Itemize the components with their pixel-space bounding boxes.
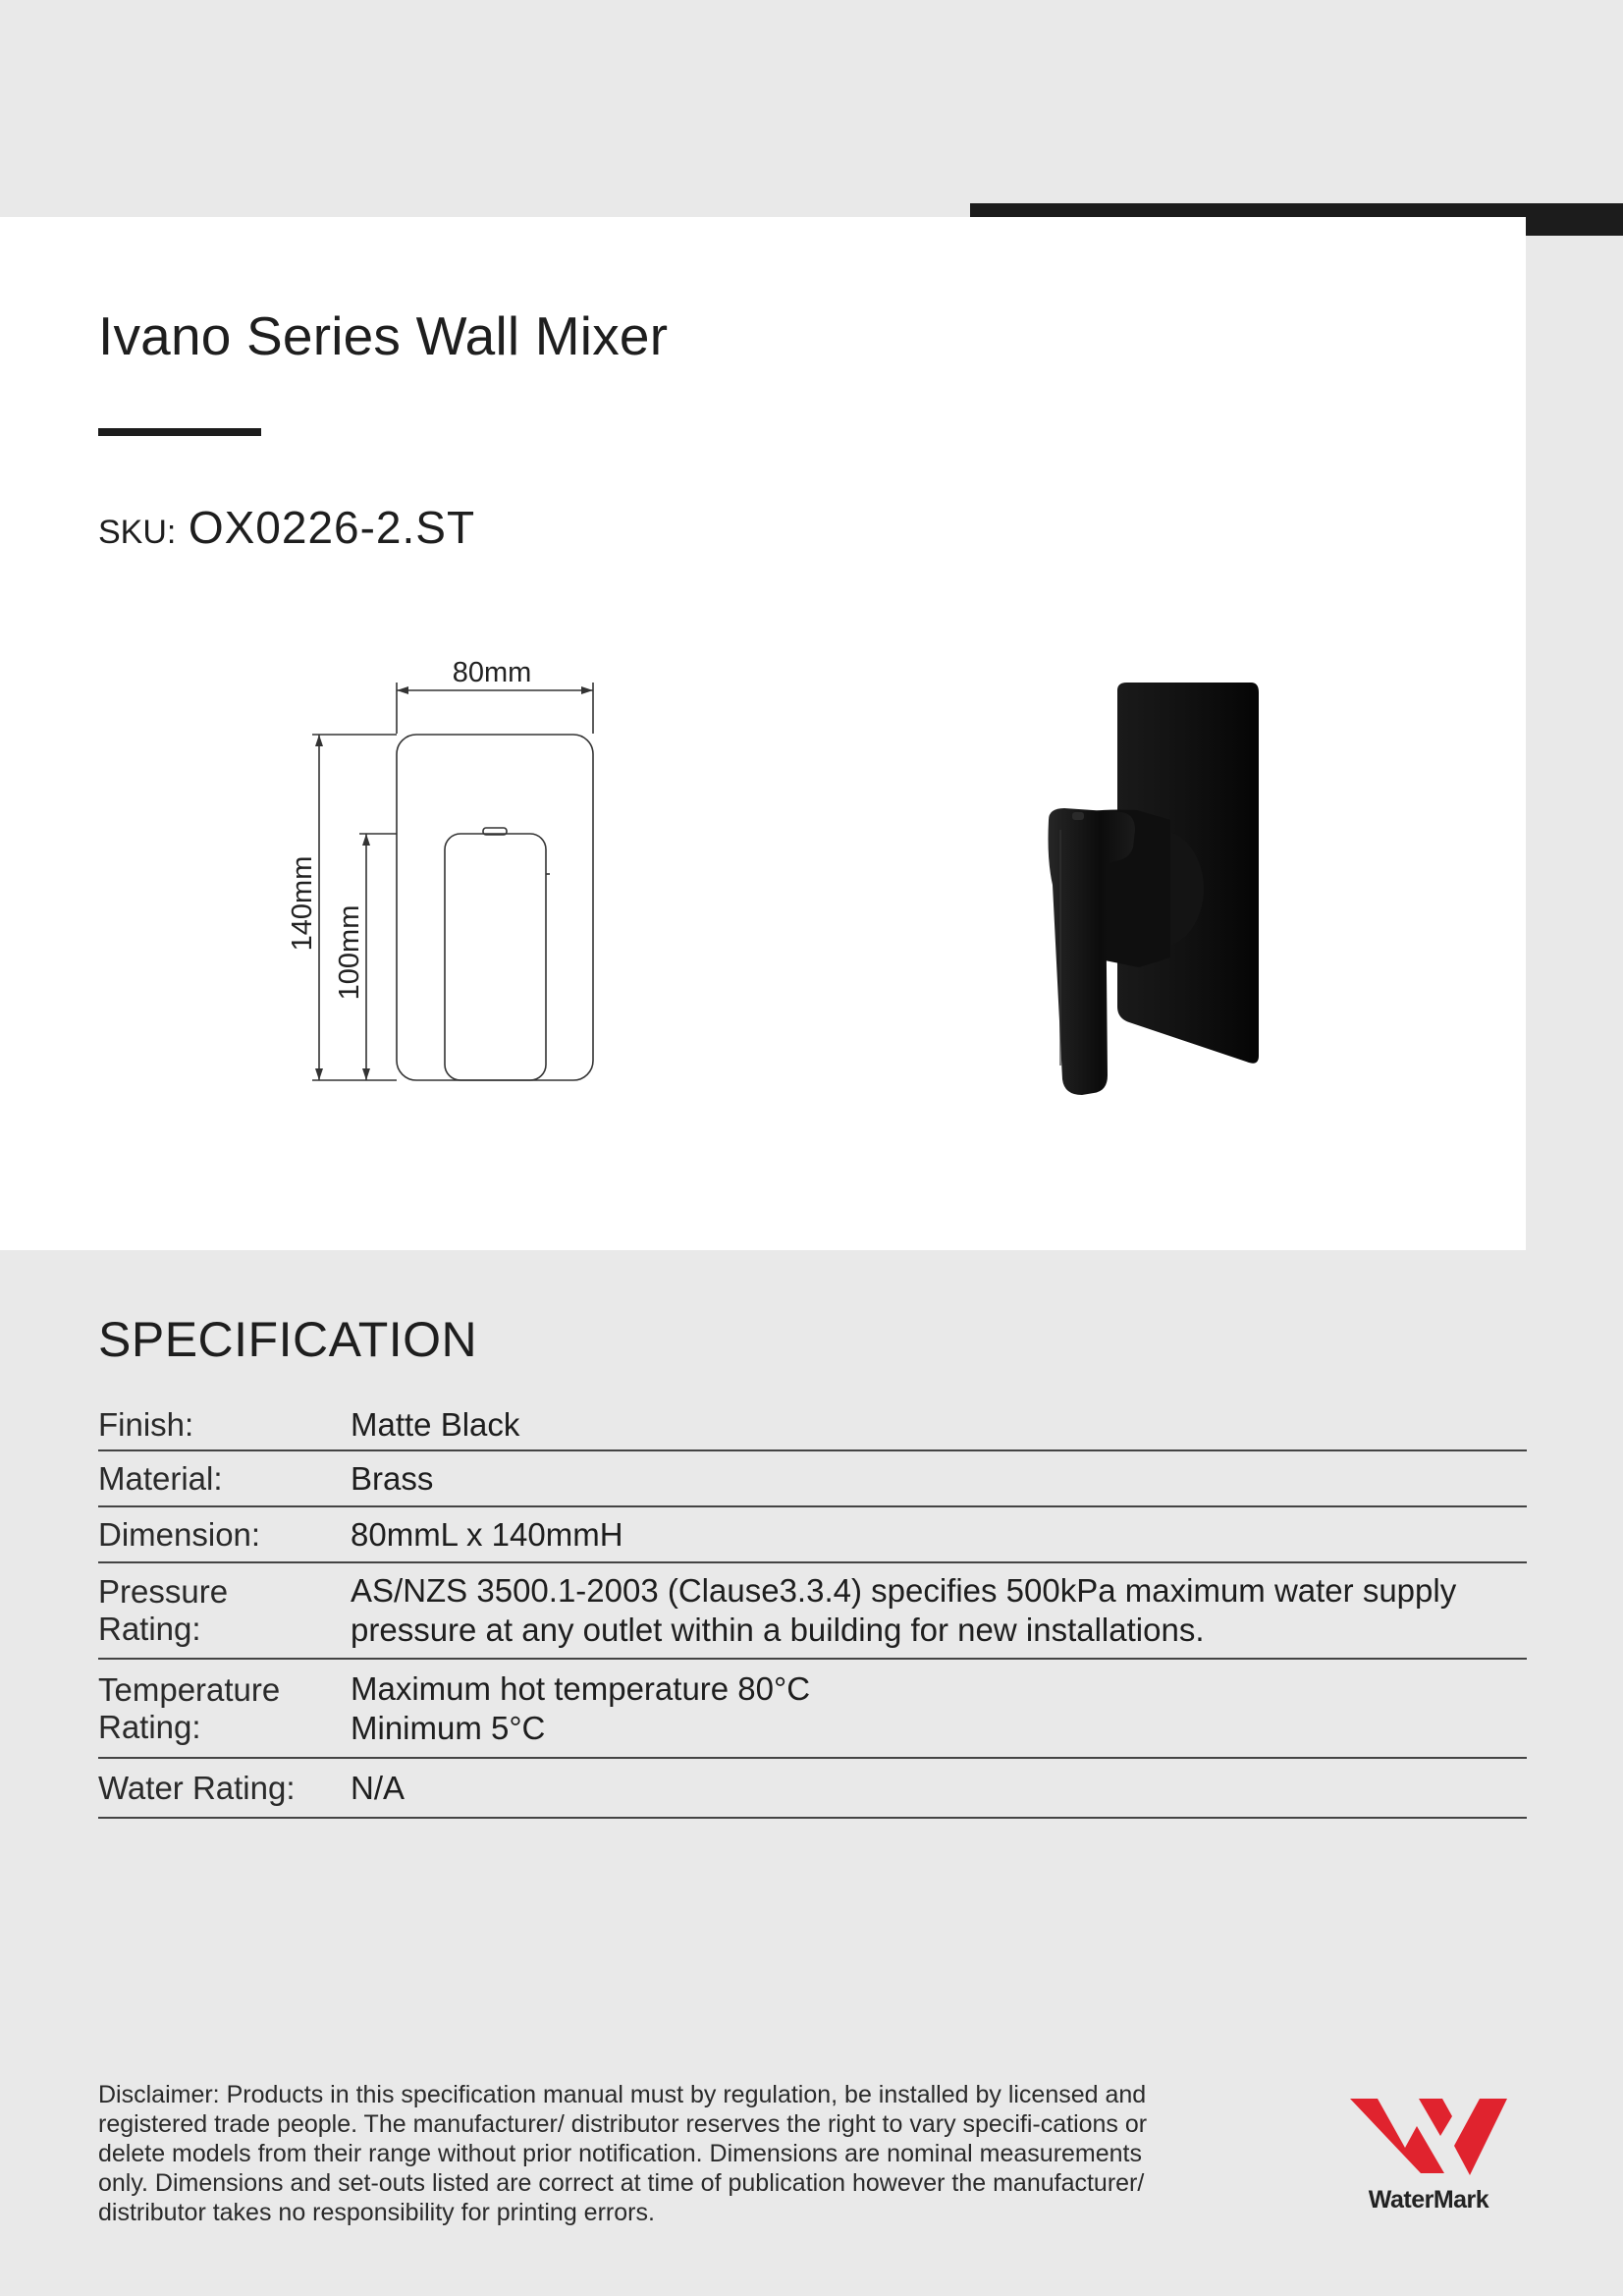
spec-value: N/A — [351, 1769, 406, 1806]
spec-label: Dimension: — [98, 1515, 261, 1553]
spec-label: Water Rating: — [98, 1769, 296, 1806]
inner-height-label: 100mm — [334, 904, 365, 1001]
handle-outline — [445, 834, 546, 1080]
spec-value: Matte Black — [351, 1405, 520, 1443]
product-photo — [1021, 673, 1276, 1105]
spec-value: 80mmL x 140mmH — [351, 1515, 623, 1553]
spec-row-dimension — [98, 1507, 1527, 1563]
spec-value: AS/NZS 3500.1-2003 (Clause3.3.4) specifies 500kPa maximum water supply pressure at any outlet within a building for new installations. — [351, 1572, 1457, 1648]
spec-label: Finish: — [98, 1405, 194, 1443]
spec-label: Temperature Rating: — [98, 1670, 281, 1745]
spec-value: Brass — [351, 1459, 434, 1497]
spec-row-finish — [98, 1399, 1527, 1451]
watermark-wordmark: WaterMark — [1368, 2186, 1489, 2214]
width-label: 80mm — [452, 657, 532, 688]
spec-value: Maximum hot temperature 80°C Minimum 5°C — [351, 1669, 811, 1746]
specification-heading: SPECIFICATION — [98, 1312, 478, 1367]
watermark-symbol-icon — [1348, 2097, 1509, 2179]
product-panel — [0, 217, 1526, 1250]
dimension-drawing — [275, 653, 609, 1105]
sku-label: SKU: — [98, 514, 177, 551]
spec-row-temperature-rating — [98, 1660, 1527, 1759]
sku-value: OX0226-2.ST — [188, 502, 476, 553]
disclaimer-text: Disclaimer: Products in this specification manual must by regulation, be installed by licensed and registered trade people. The manufacturer/ distributor reserves the right to vary specifi-cations or delete models from their range without prior notification. Dimensions are nominal measurements only. Dimensions and set-outs listed are correct at time of publication however the manufacturer/ distributor takes no responsibility for printing errors. — [98, 2081, 1148, 2226]
spec-row-material — [98, 1451, 1527, 1507]
spec-row-pressure-rating — [98, 1563, 1527, 1660]
page-title: Ivano Series Wall Mixer — [98, 305, 669, 366]
title-underline — [98, 428, 261, 436]
spec-row-water-rating — [98, 1759, 1527, 1819]
height-label: 140mm — [287, 855, 318, 952]
plate-outline — [397, 735, 593, 1080]
spec-label: Material: — [98, 1459, 223, 1497]
specification-table — [98, 1399, 1527, 1819]
sku-row — [98, 501, 475, 554]
watermark-logo — [1345, 2097, 1512, 2214]
spec-label: Pressure Rating: — [98, 1573, 229, 1647]
